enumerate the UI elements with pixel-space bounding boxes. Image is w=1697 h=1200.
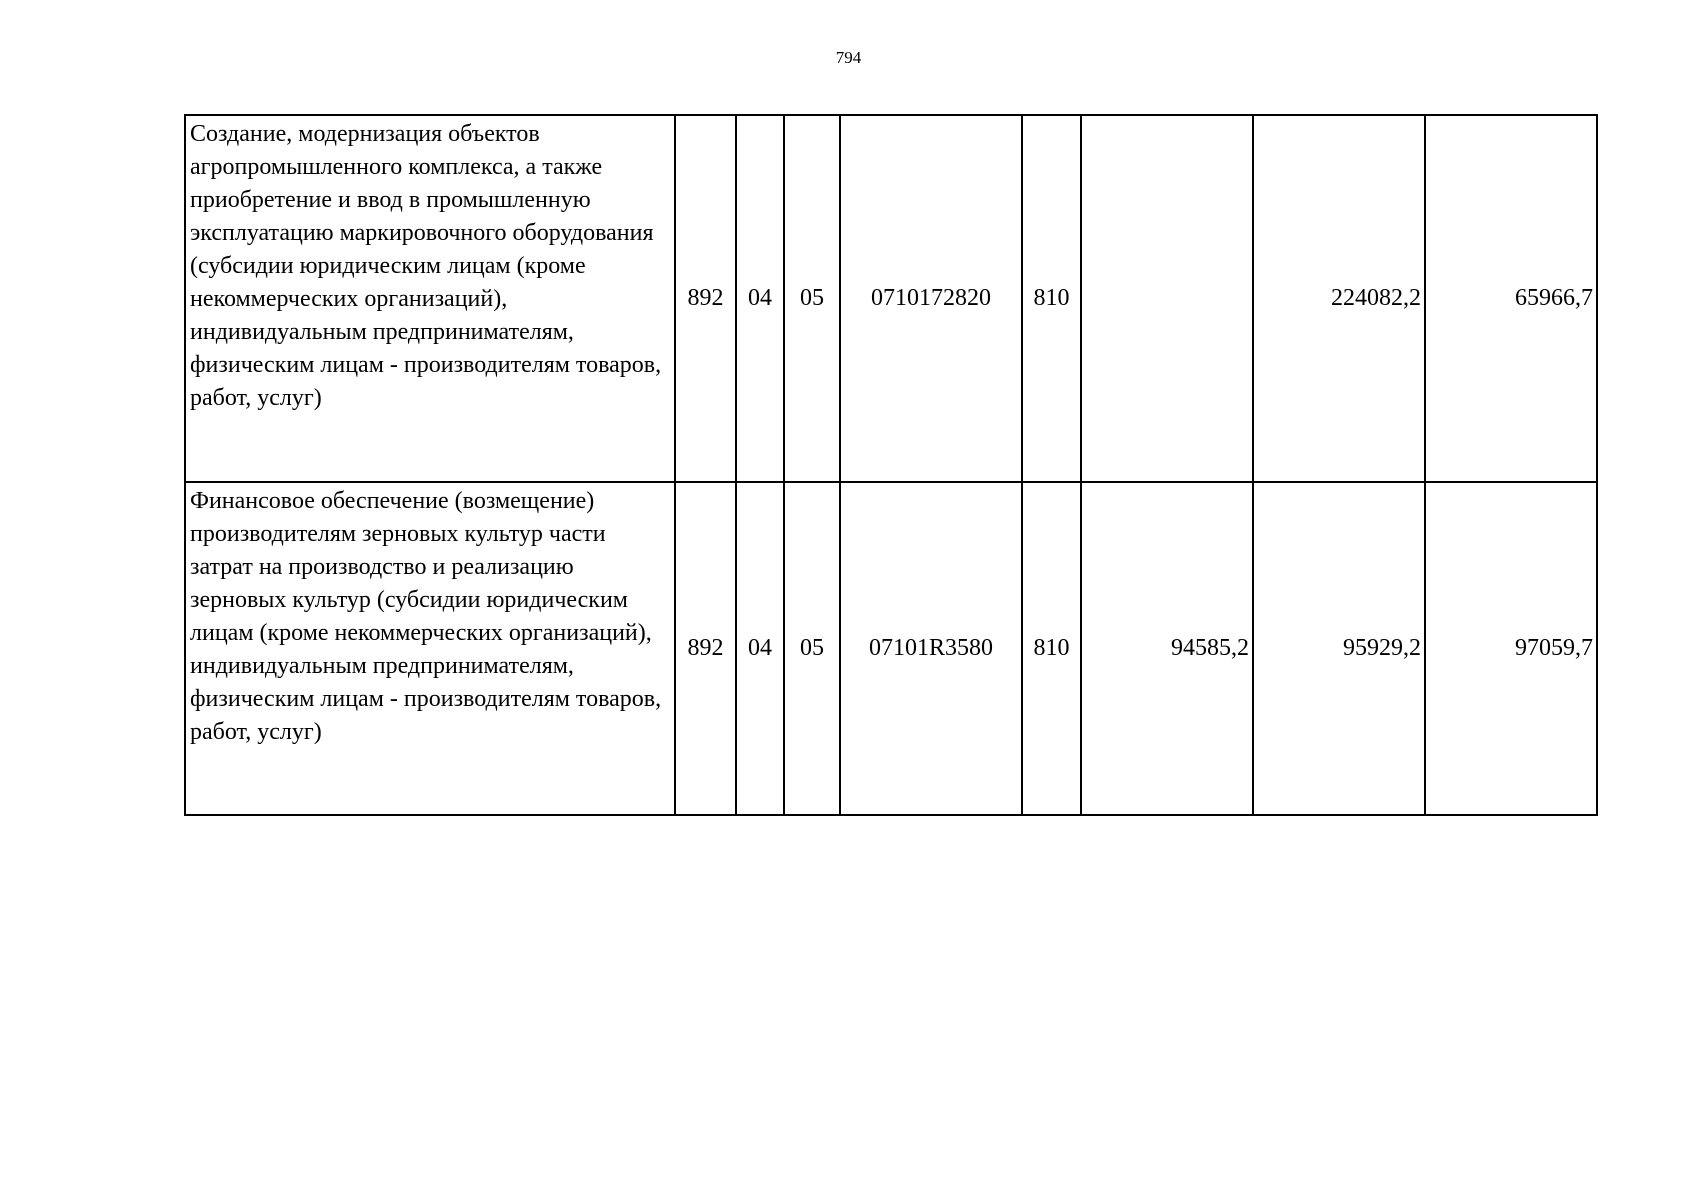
amount-year-1 bbox=[1081, 115, 1253, 482]
ministry-code: 892 bbox=[675, 115, 736, 482]
amount-year-2: 95929,2 bbox=[1253, 482, 1425, 815]
table-row bbox=[185, 482, 1597, 815]
amount-year-1: 94585,2 bbox=[1081, 482, 1253, 815]
ministry-code: 892 bbox=[675, 482, 736, 815]
subsection-code: 05 bbox=[784, 115, 840, 482]
table-row bbox=[185, 115, 1597, 482]
row-description: Финансовое обеспечение (возмещение) производителям зерновых культур части затрат на производство и реализацию зерновых культур (субсидии юридическим лицам (кроме некоммерческих организаций), индивидуальным предпринимателям, физическим лицам - производителям товаров, работ, услуг) bbox=[185, 482, 675, 815]
target-article-code: 07101R3580 bbox=[840, 482, 1022, 815]
page-number: 794 bbox=[835, 48, 862, 67]
expense-type-code: 810 bbox=[1022, 482, 1081, 815]
subsection-code: 05 bbox=[784, 482, 840, 815]
section-code: 04 bbox=[736, 482, 784, 815]
target-article-code: 0710172820 bbox=[840, 115, 1022, 482]
amount-year-2: 224082,2 bbox=[1253, 115, 1425, 482]
amount-year-3: 97059,7 bbox=[1425, 482, 1597, 815]
budget-table bbox=[184, 114, 1598, 816]
expense-type-code: 810 bbox=[1022, 115, 1081, 482]
section-code: 04 bbox=[736, 115, 784, 482]
amount-year-3: 65966,7 bbox=[1425, 115, 1597, 482]
row-description: Создание, модернизация объектов агропромышленного комплекса, а также приобретение и ввод в промышленную эксплуатацию маркировочного оборудования (субсидии юридическим лицам (кроме некоммерческих организаций), индивидуальным предпринимателям, физическим лицам - производителям товаров, работ, услуг) bbox=[185, 115, 675, 482]
